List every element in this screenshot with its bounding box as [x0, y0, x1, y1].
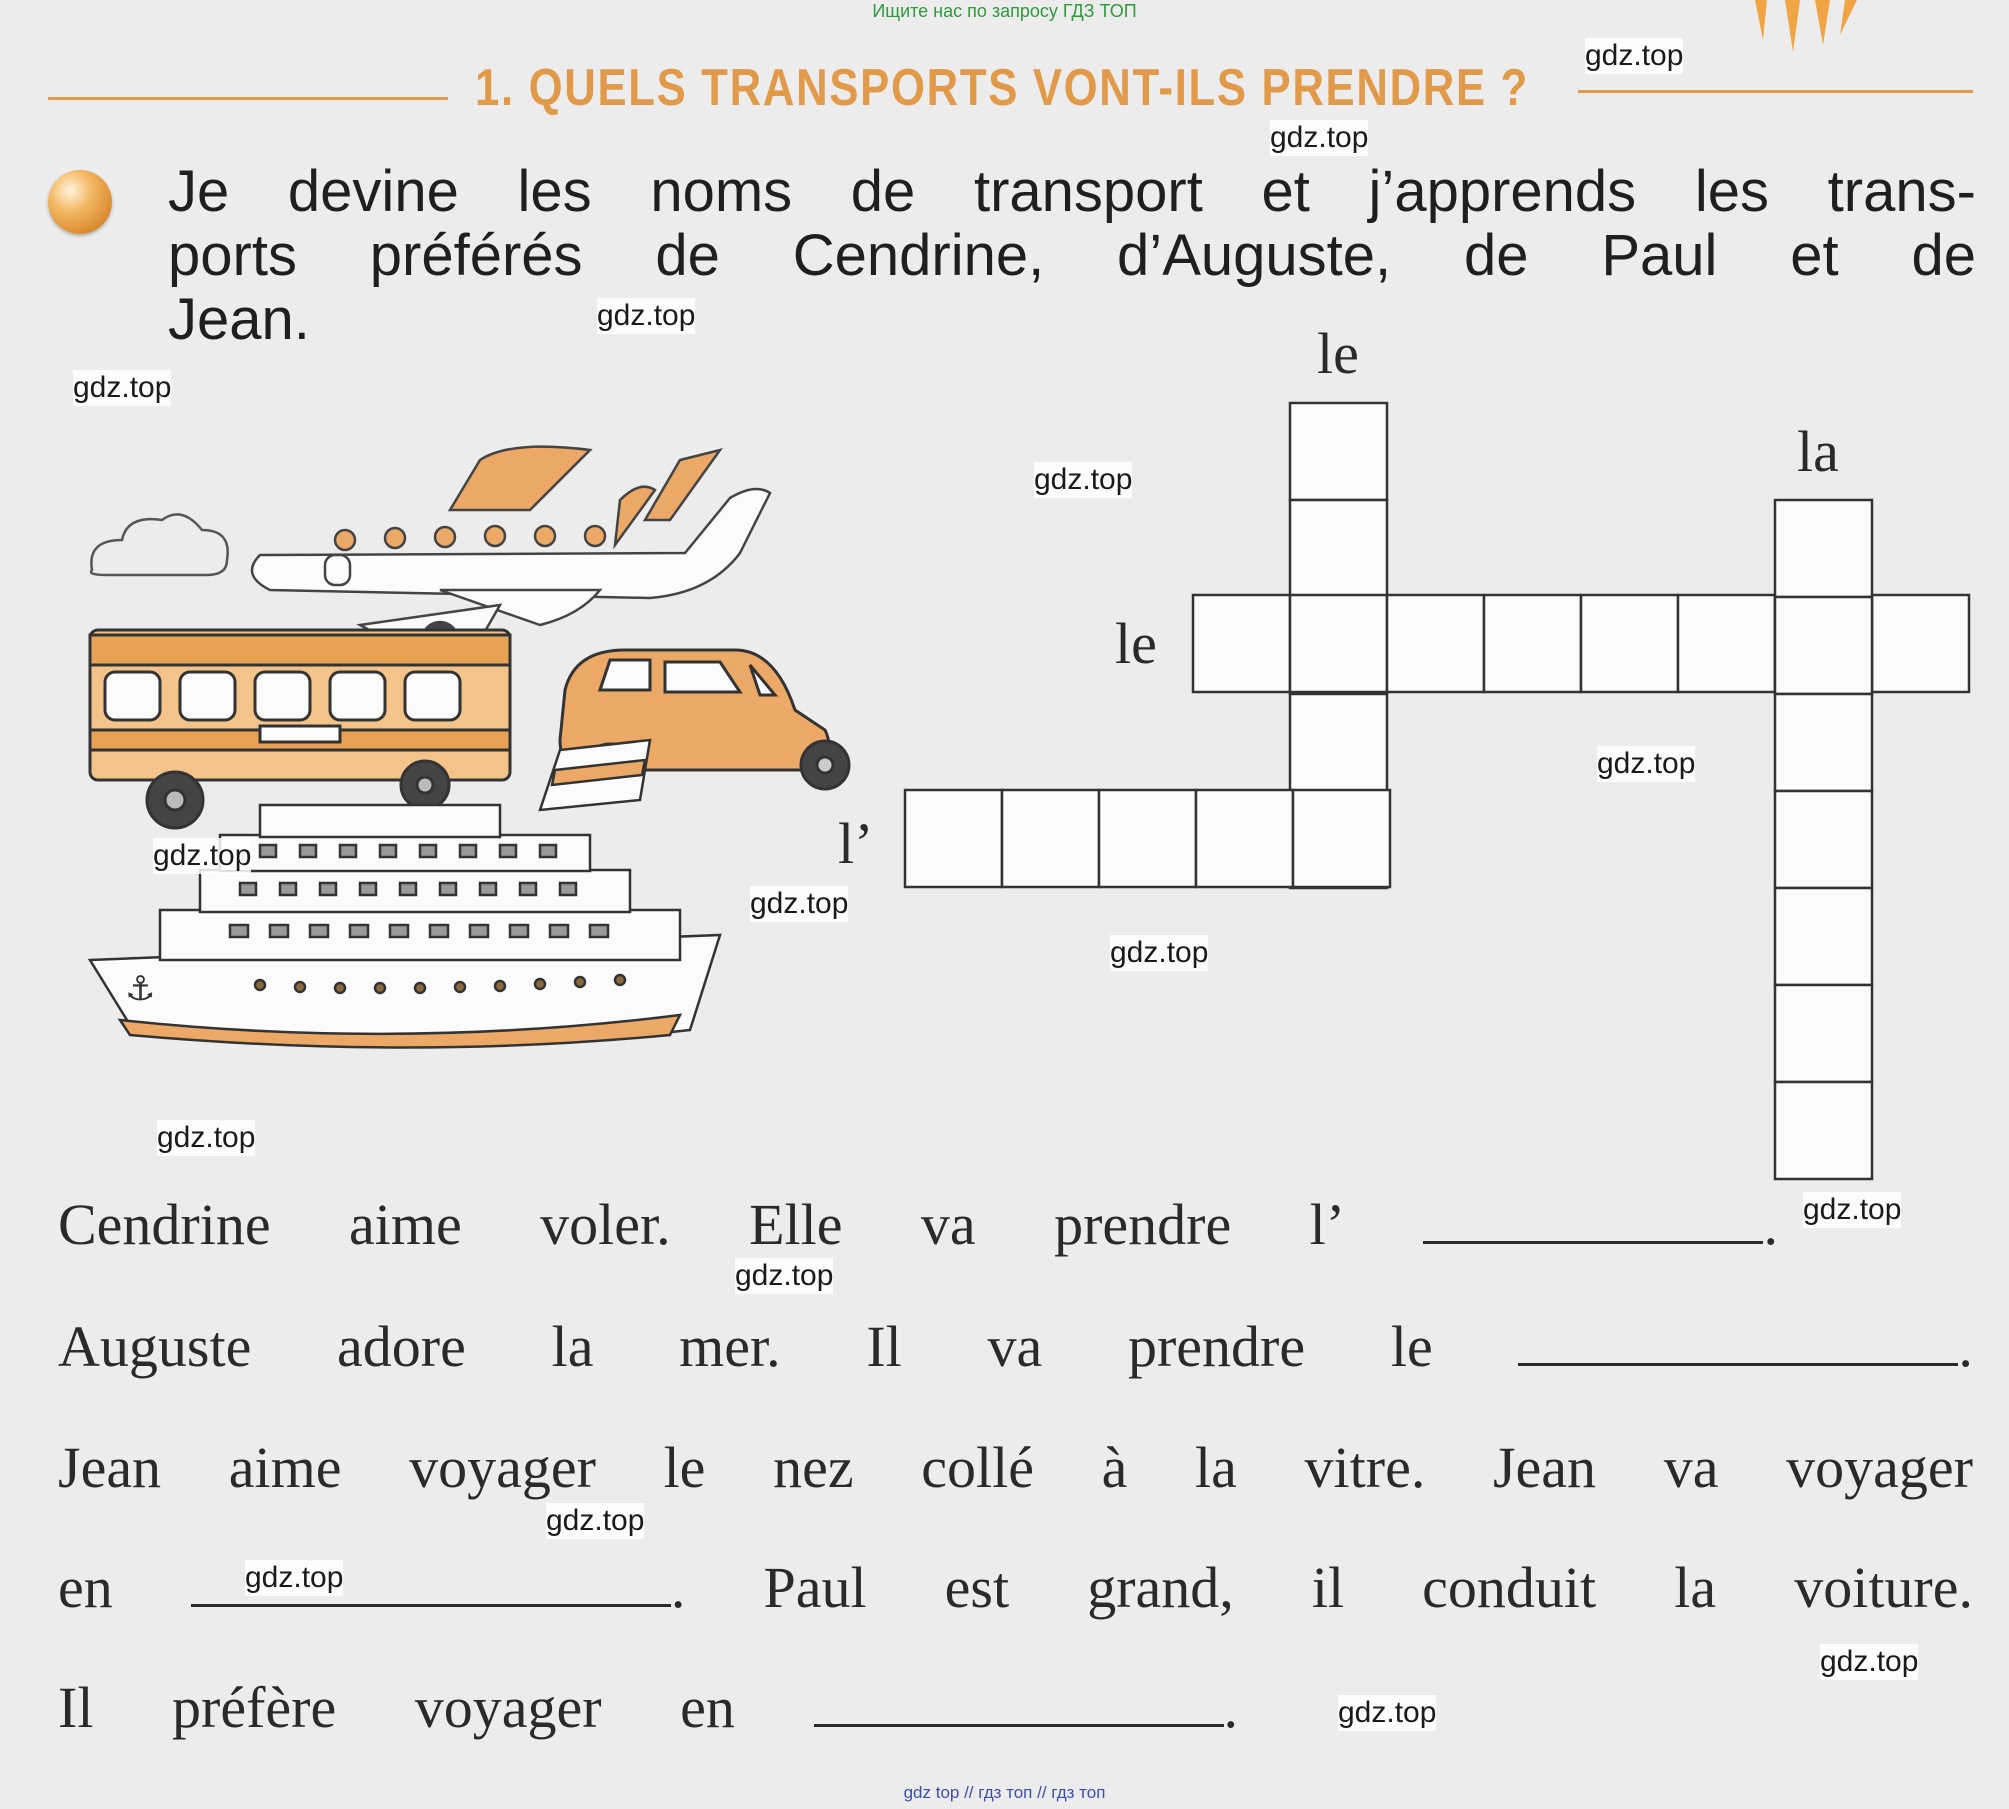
crossword-cell-vertical-la[interactable] [1775, 888, 1872, 985]
word: prendre [1127, 1314, 1306, 1379]
top-search-hint[interactable]: Ищите нас по запросу ГДЗ ТОП [872, 1, 1137, 21]
instruction-line-1 [168, 160, 1976, 224]
airplane-icon [252, 447, 770, 658]
word: Paul [1601, 223, 1718, 288]
sentence-auguste [58, 1312, 1973, 1382]
watermark: gdz.top [1803, 1193, 1902, 1226]
instruction-line-2 [168, 224, 1976, 288]
crossword-cell-horizontal-l[interactable] [1293, 790, 1390, 887]
word: va [987, 1314, 1043, 1379]
word: voyager [409, 1435, 596, 1500]
crossword-cell-horizontal-l[interactable] [1196, 790, 1293, 887]
period: . [670, 1555, 686, 1620]
crossword-cell-horizontal-le[interactable] [1193, 595, 1290, 692]
sentence-paul-2 [58, 1673, 1238, 1743]
watermark: gdz.top [735, 1259, 834, 1292]
crossword-label-l-apostrophe: l’ [838, 811, 874, 876]
answer-blank-1[interactable] [1423, 1190, 1778, 1260]
crossword-cell-vertical-la[interactable] [1775, 791, 1872, 888]
watermark: gdz.top [157, 1121, 256, 1154]
crossword-cell-horizontal-le[interactable] [1387, 595, 1484, 692]
word: Il [866, 1314, 902, 1379]
word: aime [349, 1192, 462, 1257]
word: à [1101, 1435, 1128, 1500]
watermark: gdz.top [245, 1561, 344, 1594]
crossword-cell-horizontal-le[interactable] [1581, 595, 1678, 692]
crossword-cell-horizontal-le[interactable] [1872, 595, 1969, 692]
word: Jean [58, 1435, 162, 1500]
word: l’ [1309, 1192, 1346, 1257]
watermark: gdz.top [1585, 39, 1684, 72]
word: Auguste [58, 1314, 252, 1379]
word: voler. [540, 1192, 671, 1257]
answer-blank-2[interactable] [1518, 1312, 1973, 1382]
watermark: gdz.top [73, 371, 172, 404]
word: va [920, 1192, 976, 1257]
title-rule-left [48, 97, 448, 100]
word: est [944, 1555, 1010, 1620]
watermark: gdz.top [546, 1504, 645, 1537]
word: j’apprends [1368, 159, 1637, 224]
crossword-cell-horizontal-l[interactable] [905, 790, 1002, 887]
word: trans- [1827, 159, 1976, 224]
word: les [1694, 159, 1769, 224]
train-car-icon [90, 630, 510, 828]
crossword-cell-vertical-le[interactable] [1290, 403, 1387, 500]
word: aime [228, 1435, 342, 1500]
word: en [680, 1675, 735, 1740]
crossword-cell-vertical-la[interactable] [1775, 500, 1872, 597]
word: le [663, 1435, 706, 1500]
crossword-cell-vertical-le[interactable] [1290, 694, 1387, 791]
crossword-cell-horizontal-le[interactable] [1290, 595, 1387, 692]
watermark: gdz.top [750, 887, 849, 920]
word: devine [287, 159, 459, 224]
word: Jean [1492, 1435, 1597, 1500]
word: noms [650, 159, 793, 224]
sentence-paul [58, 1553, 1973, 1623]
crossword-cell-vertical-la[interactable] [1775, 985, 1872, 1082]
transport-illustration [80, 440, 940, 1060]
watermark: gdz.top [1270, 121, 1369, 154]
word: préférés [369, 223, 583, 288]
watermark: gdz.top [1820, 1645, 1919, 1678]
word: de [850, 159, 916, 224]
word: les [517, 159, 592, 224]
sentence-cendrine [58, 1190, 1778, 1260]
crossword-label-la-right: la [1797, 419, 1839, 484]
crossword-cell-horizontal-le[interactable] [1678, 595, 1775, 692]
word: prendre [1054, 1192, 1232, 1257]
watermark: gdz.top [1110, 936, 1209, 969]
word: Elle [749, 1192, 843, 1257]
word: conduit [1422, 1555, 1597, 1620]
word: grand, [1087, 1555, 1234, 1620]
word: transport [973, 159, 1203, 224]
word: et [1790, 223, 1839, 288]
crossword-cell-vertical-le[interactable] [1290, 500, 1387, 597]
instruction-text [168, 160, 1976, 352]
word: mer. [679, 1314, 781, 1379]
word: voiture. [1794, 1555, 1973, 1620]
period: . [1958, 1314, 1973, 1379]
bottom-site-links[interactable]: gdz top // гдз топ // гдз топ [903, 1783, 1106, 1802]
crossword-label-le-left: le [1115, 611, 1157, 676]
word: Cendrine [58, 1192, 271, 1257]
word: d’Auguste, [1117, 223, 1392, 288]
period: . [1223, 1675, 1238, 1740]
word: Je [168, 159, 230, 224]
watermark: gdz.top [597, 299, 696, 332]
sentence-jean [58, 1433, 1973, 1503]
watermark: gdz.top [153, 839, 252, 872]
crossword-cell-horizontal-l[interactable] [1002, 790, 1099, 887]
orange-ball-bullet-icon [48, 170, 112, 234]
word: préfère [172, 1675, 337, 1740]
watermark: gdz.top [1034, 463, 1133, 496]
word: il [1311, 1555, 1345, 1620]
crossword-cell-vertical-la[interactable] [1775, 694, 1872, 791]
word: voyager [1786, 1435, 1973, 1500]
title-rule-right [1578, 90, 1973, 93]
crossword-cell-vertical-la[interactable] [1775, 597, 1872, 694]
period: . [1763, 1192, 1778, 1257]
word: adore [337, 1314, 466, 1379]
word: nez [773, 1435, 854, 1500]
crossword-cell-horizontal-le[interactable] [1484, 595, 1581, 692]
crossword-cell-horizontal-l[interactable] [1099, 790, 1196, 887]
word: de [655, 223, 720, 288]
word: la [1195, 1435, 1237, 1500]
answer-blank-4[interactable] [814, 1673, 1239, 1743]
cloud-icon [91, 514, 228, 575]
word: Paul [763, 1555, 867, 1620]
word: le [1390, 1314, 1433, 1379]
exercise-title: 1. QUELS TRANSPORTS VONT-ILS PRENDRE ? [475, 59, 1530, 117]
sun-decoration [1745, 0, 1875, 60]
watermark: gdz.top [1597, 747, 1696, 780]
crossword-cell-vertical-la[interactable] [1775, 1082, 1872, 1179]
crossword-grid [900, 395, 1980, 1195]
word: la [551, 1314, 594, 1379]
word: collé [921, 1435, 1034, 1500]
word: la [1674, 1555, 1717, 1620]
word: Cendrine, [792, 223, 1045, 288]
word: Il [58, 1675, 94, 1740]
word: voyager [414, 1675, 602, 1740]
word: en [58, 1555, 113, 1620]
word: de [1463, 223, 1529, 288]
word: va [1663, 1435, 1719, 1500]
word: ports [168, 223, 297, 288]
word: et [1261, 159, 1310, 224]
svg-text:⚓: ⚓ [125, 969, 156, 1009]
word: vitre. [1304, 1435, 1426, 1500]
crossword-label-le-top: le [1317, 321, 1359, 386]
word: de [1911, 223, 1976, 288]
watermark: gdz.top [1338, 1696, 1437, 1729]
instruction-line-3: Jean. [168, 287, 310, 352]
